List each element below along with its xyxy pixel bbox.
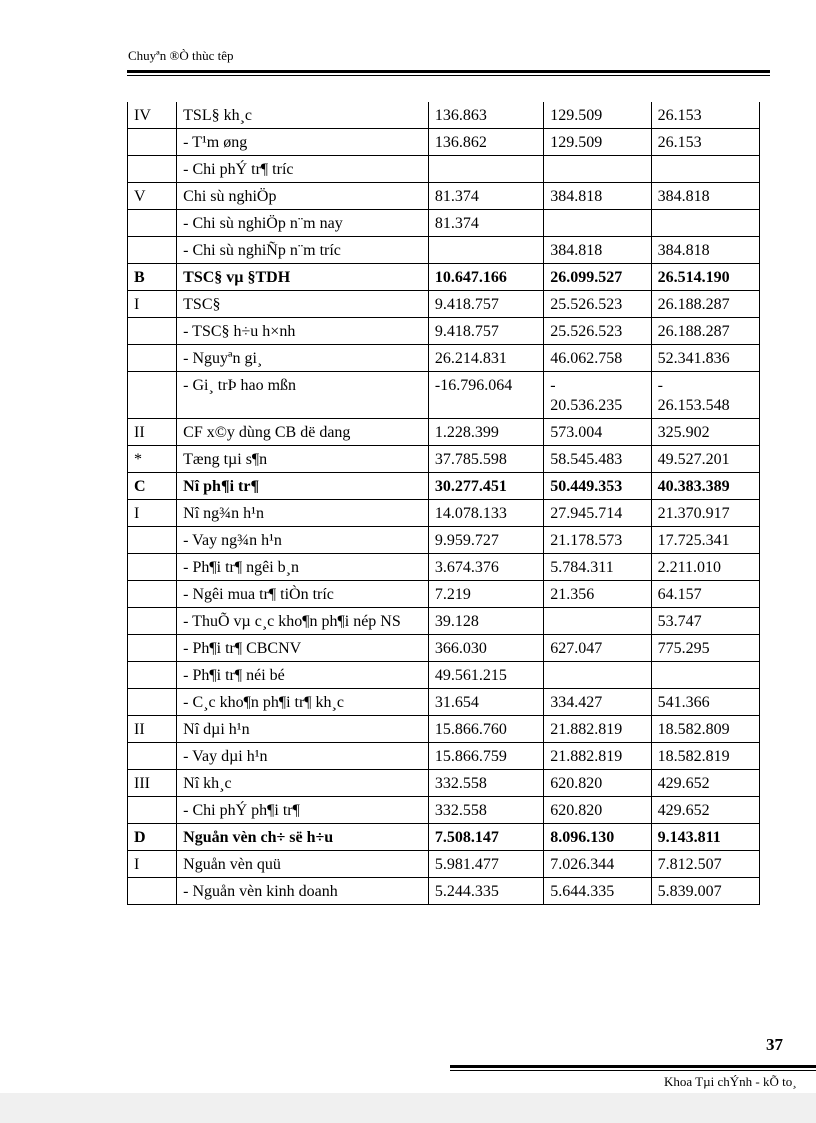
value-col1: 49.561.215 [428, 662, 543, 689]
value-col1: 7.219 [428, 581, 543, 608]
row-code: I [128, 851, 177, 878]
value-col1: 366.030 [428, 635, 543, 662]
value-col1: 9.959.727 [428, 527, 543, 554]
row-code [128, 743, 177, 770]
table-row [128, 345, 760, 372]
row-code [128, 635, 177, 662]
value-col3 [651, 662, 759, 689]
value-col3: 53.747 [651, 608, 759, 635]
value-col2: 5.784.311 [544, 554, 651, 581]
row-label: - Chi phÝ tr¶ tríc [177, 156, 429, 183]
row-code [128, 372, 177, 419]
row-label: Nî ph¶i tr¶ [177, 473, 429, 500]
value-col3: - 26.153.548 [651, 372, 759, 419]
row-code: C [128, 473, 177, 500]
row-label: - Nguån vèn kinh doanh [177, 878, 429, 905]
table-row [128, 689, 760, 716]
row-code [128, 527, 177, 554]
value-col2: 334.427 [544, 689, 651, 716]
balance-sheet-table [127, 102, 760, 905]
row-label: Chi sù nghiÖp [177, 183, 429, 210]
row-label: - Nguyªn gi¸ [177, 345, 429, 372]
table-row [128, 554, 760, 581]
table-row [128, 635, 760, 662]
value-col2: 21.882.819 [544, 716, 651, 743]
row-label: - Vay dµi h¹n [177, 743, 429, 770]
value-col3: 26.153 [651, 129, 759, 156]
value-col2 [544, 662, 651, 689]
row-code: B [128, 264, 177, 291]
value-col1: 15.866.759 [428, 743, 543, 770]
value-col3: 49.527.201 [651, 446, 759, 473]
row-code [128, 581, 177, 608]
value-col1: 332.558 [428, 770, 543, 797]
value-col2: 26.099.527 [544, 264, 651, 291]
value-col2: 50.449.353 [544, 473, 651, 500]
table-row [128, 824, 760, 851]
table-row [128, 372, 760, 419]
value-col3: 17.725.341 [651, 527, 759, 554]
row-label: Tæng tµi s¶n [177, 446, 429, 473]
value-col2: 384.818 [544, 183, 651, 210]
table-row [128, 716, 760, 743]
value-col1: 30.277.451 [428, 473, 543, 500]
value-col1: 14.078.133 [428, 500, 543, 527]
table-row [128, 419, 760, 446]
bottom-band [0, 1093, 816, 1123]
value-col3: 64.157 [651, 581, 759, 608]
row-code [128, 345, 177, 372]
value-col3: 26.188.287 [651, 318, 759, 345]
row-code [128, 210, 177, 237]
value-col2: 46.062.758 [544, 345, 651, 372]
value-col1: 10.647.166 [428, 264, 543, 291]
row-label: TSL§ kh¸c [177, 102, 429, 129]
row-code [128, 797, 177, 824]
value-col3: 429.652 [651, 770, 759, 797]
table-row [128, 264, 760, 291]
value-col3: 26.188.287 [651, 291, 759, 318]
value-col3: 40.383.389 [651, 473, 759, 500]
table-row [128, 500, 760, 527]
row-label: - Ngêi mua tr¶ tiÒn tríc [177, 581, 429, 608]
value-col1: 136.863 [428, 102, 543, 129]
row-code: I [128, 500, 177, 527]
value-col3: 2.211.010 [651, 554, 759, 581]
page-number: 37 [766, 1035, 783, 1054]
value-col2 [544, 210, 651, 237]
value-col2: 627.047 [544, 635, 651, 662]
table-row [128, 237, 760, 264]
page-header-title: Chuyªn ®Ò thùc têp [128, 48, 234, 63]
row-code [128, 237, 177, 264]
value-col2: 620.820 [544, 797, 651, 824]
row-label: TSC§ vµ §TDH [177, 264, 429, 291]
row-label: - Ph¶i tr¶ néi bé [177, 662, 429, 689]
row-code: II [128, 716, 177, 743]
row-label: Nî dµi h¹n [177, 716, 429, 743]
value-col3: 384.818 [651, 237, 759, 264]
value-col2: 129.509 [544, 102, 651, 129]
value-col3: 541.366 [651, 689, 759, 716]
value-col1: 15.866.760 [428, 716, 543, 743]
row-label: - TSC§ h÷u h×nh [177, 318, 429, 345]
table-row [128, 770, 760, 797]
value-col3: 9.143.811 [651, 824, 759, 851]
value-col3: 26.153 [651, 102, 759, 129]
row-code [128, 689, 177, 716]
row-label: Nî ng¾n h¹n [177, 500, 429, 527]
value-col2: 58.545.483 [544, 446, 651, 473]
row-code: II [128, 419, 177, 446]
value-col3: 18.582.819 [651, 743, 759, 770]
footer-rule-thick [450, 1065, 816, 1068]
table-row [128, 662, 760, 689]
value-col1: 37.785.598 [428, 446, 543, 473]
value-col1: 332.558 [428, 797, 543, 824]
row-label: - Ph¶i tr¶ CBCNV [177, 635, 429, 662]
value-col3: 18.582.809 [651, 716, 759, 743]
row-label: Nî kh¸c [177, 770, 429, 797]
row-label: Nguån vèn ch÷ së h÷u [177, 824, 429, 851]
row-label: CF x©y dùng CB dë dang [177, 419, 429, 446]
table-row [128, 878, 760, 905]
row-code [128, 608, 177, 635]
row-label: - Chi sù nghiÖp n¨m nay [177, 210, 429, 237]
value-col3: 775.295 [651, 635, 759, 662]
table-row [128, 291, 760, 318]
value-col3 [651, 210, 759, 237]
value-col3 [651, 156, 759, 183]
row-label: - ThuÕ vµ c¸c kho¶n ph¶i nép NS [177, 608, 429, 635]
value-col2: 8.096.130 [544, 824, 651, 851]
value-col2: 25.526.523 [544, 291, 651, 318]
row-label: - Chi sù nghiÑp n¨m tríc [177, 237, 429, 264]
row-code: V [128, 183, 177, 210]
value-col1: 136.862 [428, 129, 543, 156]
value-col1: 9.418.757 [428, 291, 543, 318]
value-col2: 21.178.573 [544, 527, 651, 554]
value-col3: 52.341.836 [651, 345, 759, 372]
row-code: D [128, 824, 177, 851]
header-rule-thick [127, 70, 770, 73]
row-code [128, 129, 177, 156]
value-col1: 5.244.335 [428, 878, 543, 905]
table-row [128, 318, 760, 345]
value-col2 [544, 156, 651, 183]
row-code: * [128, 446, 177, 473]
row-label: - C¸c kho¶n ph¶i tr¶ kh¸c [177, 689, 429, 716]
value-col2: 573.004 [544, 419, 651, 446]
row-label: - Vay ng¾n h¹n [177, 527, 429, 554]
table-body [128, 102, 760, 905]
value-col2: 25.526.523 [544, 318, 651, 345]
footer-rule-thin [450, 1070, 816, 1071]
table-row [128, 797, 760, 824]
footer-text: Khoa Tµi chÝnh - kÕ to¸ [664, 1074, 797, 1089]
value-col2: 27.945.714 [544, 500, 651, 527]
value-col1 [428, 156, 543, 183]
table-row [128, 527, 760, 554]
value-col3: 21.370.917 [651, 500, 759, 527]
header-rule-thin [127, 75, 770, 76]
value-col3: 26.514.190 [651, 264, 759, 291]
row-code [128, 156, 177, 183]
row-code [128, 554, 177, 581]
row-label: Nguån vèn quü [177, 851, 429, 878]
value-col1: -16.796.064 [428, 372, 543, 419]
row-label: - T¹m øng [177, 129, 429, 156]
row-code: III [128, 770, 177, 797]
value-col1: 81.374 [428, 210, 543, 237]
value-col1: 5.981.477 [428, 851, 543, 878]
table-row [128, 156, 760, 183]
value-col1: 39.128 [428, 608, 543, 635]
value-col2 [544, 608, 651, 635]
table-row [128, 743, 760, 770]
table-row [128, 446, 760, 473]
value-col1: 7.508.147 [428, 824, 543, 851]
table-row [128, 608, 760, 635]
row-label: - Gi¸ trÞ hao mßn [177, 372, 429, 419]
value-col3: 325.902 [651, 419, 759, 446]
row-code [128, 318, 177, 345]
table-row [128, 183, 760, 210]
value-col2: 620.820 [544, 770, 651, 797]
value-col1: 3.674.376 [428, 554, 543, 581]
value-col1: 26.214.831 [428, 345, 543, 372]
value-col1: 9.418.757 [428, 318, 543, 345]
row-code [128, 878, 177, 905]
value-col3: 7.812.507 [651, 851, 759, 878]
row-label: TSC§ [177, 291, 429, 318]
value-col3: 384.818 [651, 183, 759, 210]
value-col3: 5.839.007 [651, 878, 759, 905]
value-col1: 81.374 [428, 183, 543, 210]
value-col2: 7.026.344 [544, 851, 651, 878]
row-label: - Chi phÝ ph¶i tr¶ [177, 797, 429, 824]
table-row [128, 851, 760, 878]
table-row [128, 129, 760, 156]
value-col2: 129.509 [544, 129, 651, 156]
value-col2: - 20.536.235 [544, 372, 651, 419]
table-row [128, 210, 760, 237]
value-col1 [428, 237, 543, 264]
value-col3: 429.652 [651, 797, 759, 824]
row-label: - Ph¶i tr¶ ngêi b¸n [177, 554, 429, 581]
value-col2: 5.644.335 [544, 878, 651, 905]
value-col1: 31.654 [428, 689, 543, 716]
value-col2: 21.356 [544, 581, 651, 608]
value-col2: 21.882.819 [544, 743, 651, 770]
value-col2: 384.818 [544, 237, 651, 264]
table-row [128, 102, 760, 129]
row-code: IV [128, 102, 177, 129]
value-col1: 1.228.399 [428, 419, 543, 446]
table-row [128, 581, 760, 608]
table-row [128, 473, 760, 500]
row-code: I [128, 291, 177, 318]
row-code [128, 662, 177, 689]
